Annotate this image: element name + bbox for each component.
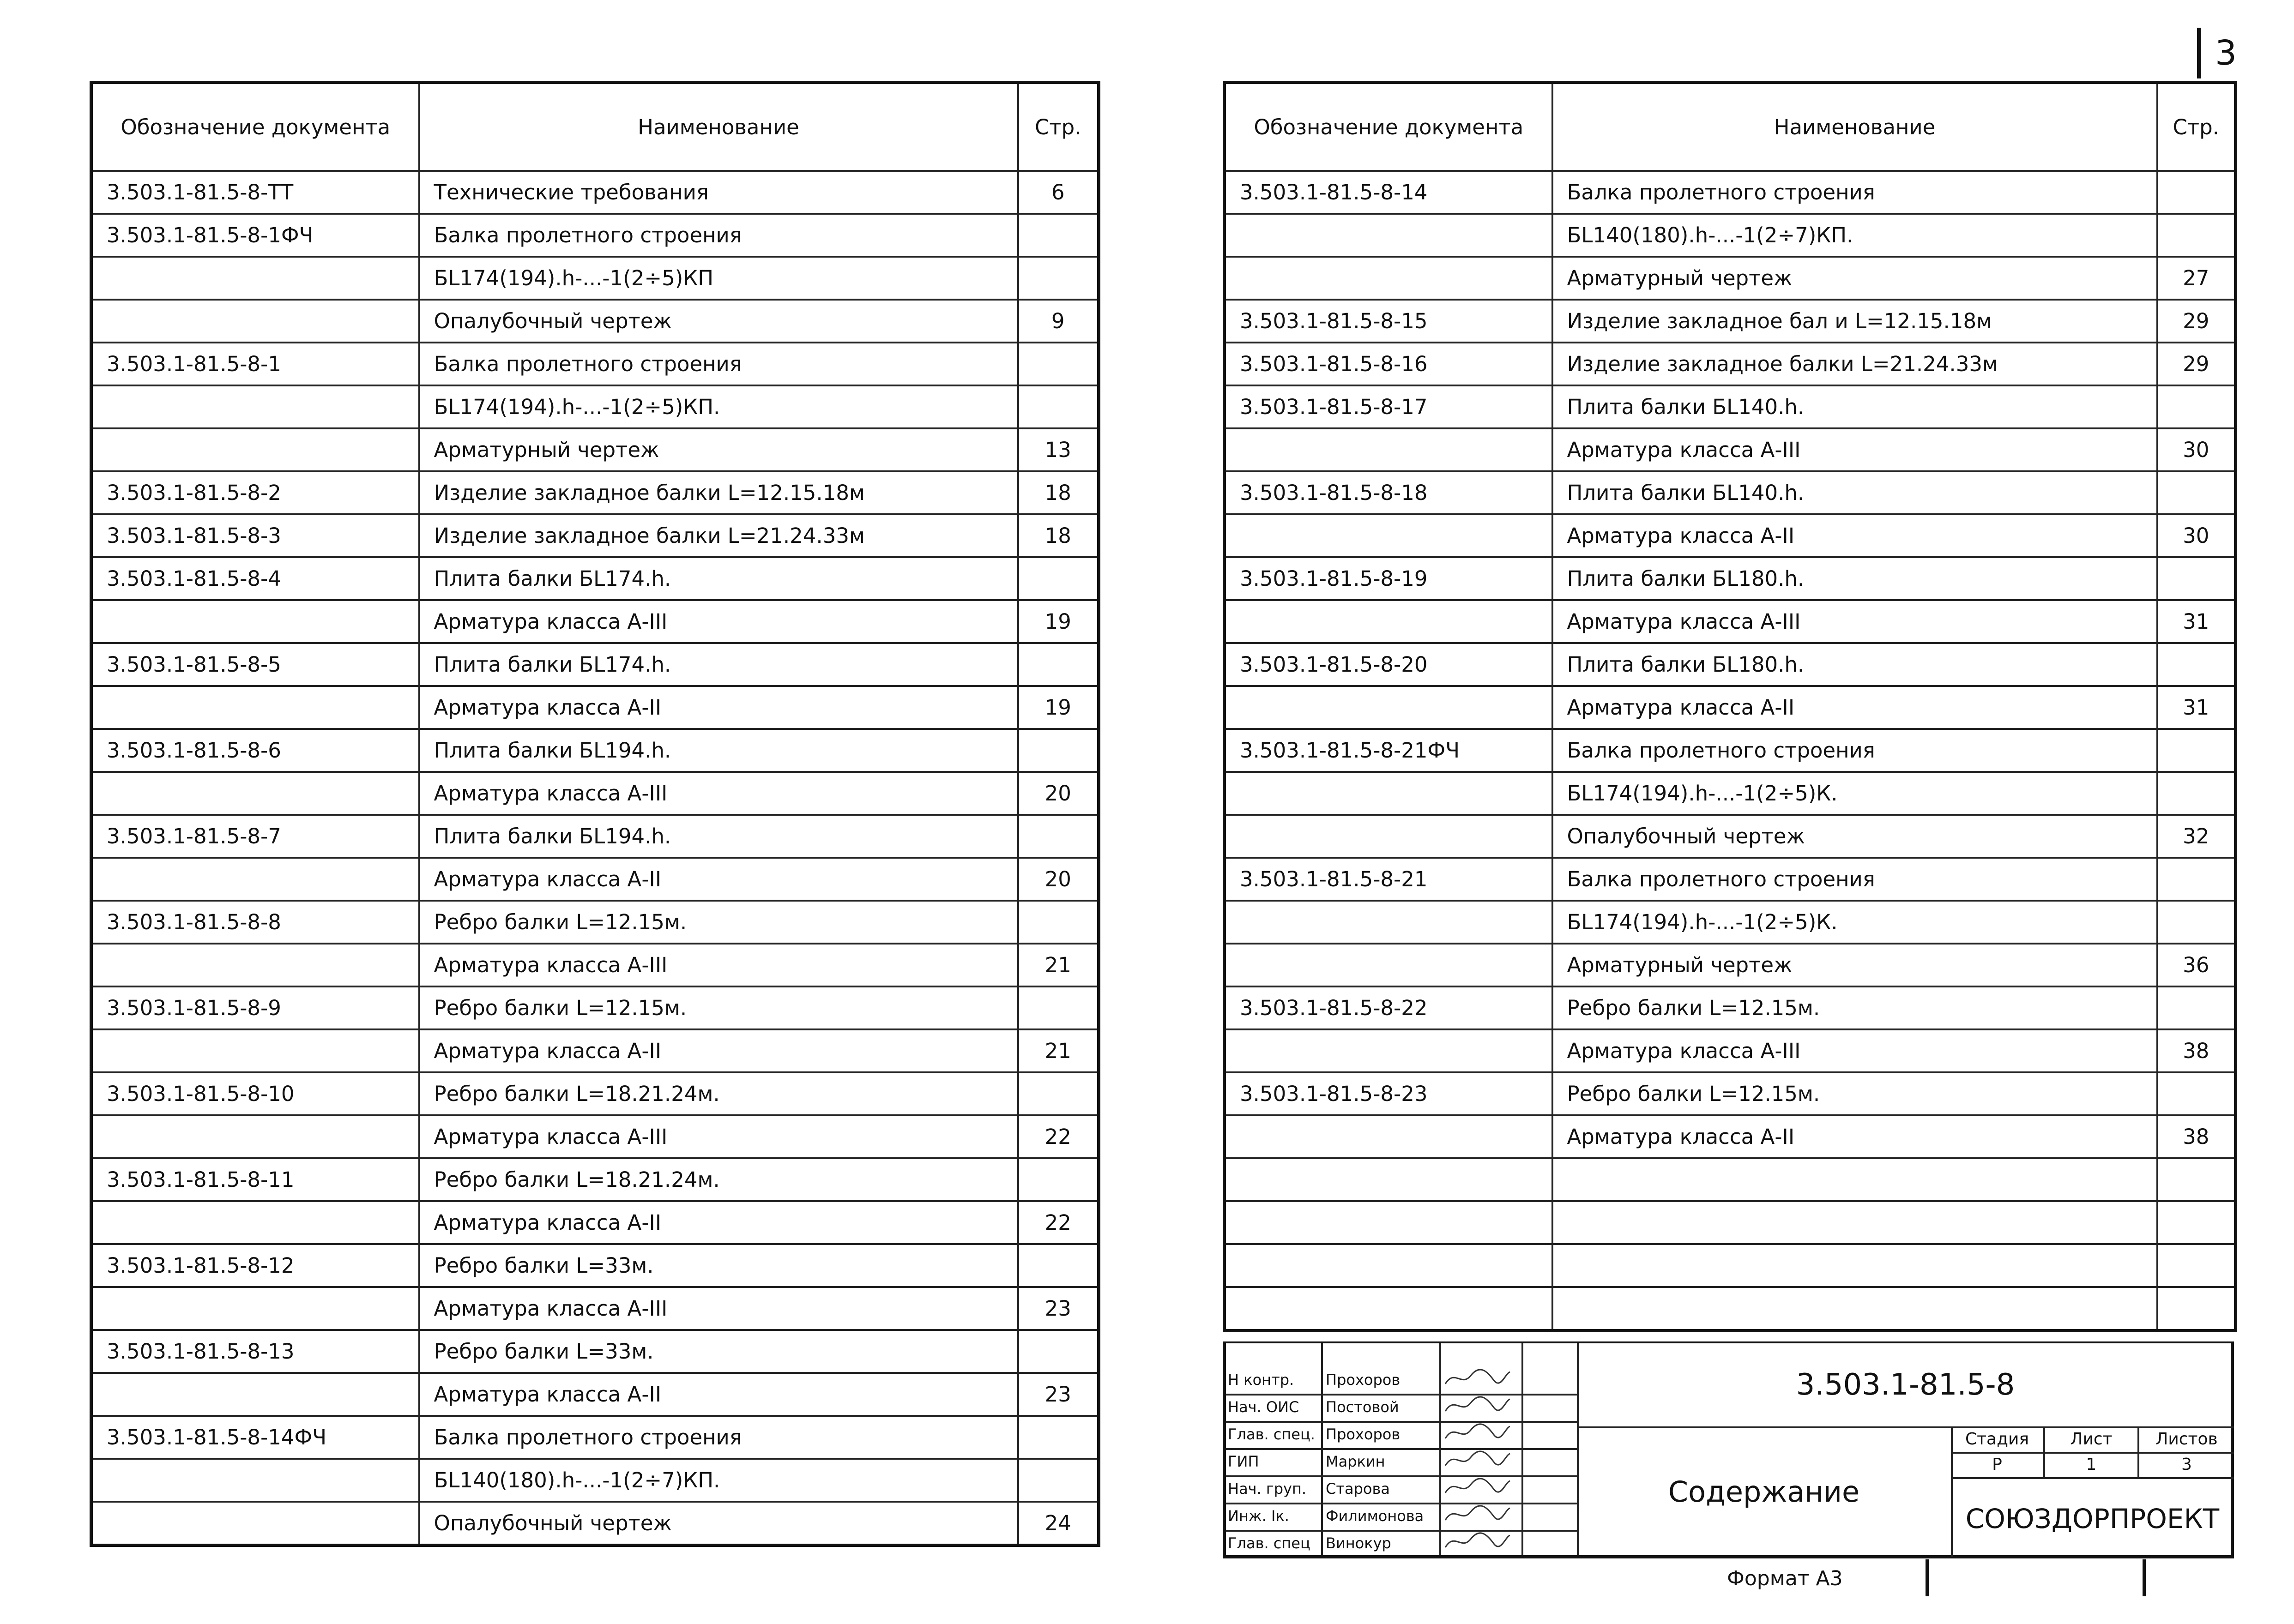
table-row <box>1225 901 2236 944</box>
cell-designation: 3.503.1-81.5-8-19 <box>1225 557 1552 600</box>
cell-name: Арматурный чертеж <box>419 428 1018 471</box>
sheet-value: 1 <box>2045 1452 2139 1477</box>
cell-designation <box>1225 1201 1552 1244</box>
cell-name: Арматура класса А-II <box>1552 1115 2157 1158</box>
table-row <box>1225 1072 2236 1115</box>
cell-name: Балка пролетного строения <box>419 1416 1018 1459</box>
cell-page <box>1018 557 1099 600</box>
cell-designation: 3.503.1-81.5-8-15 <box>1225 300 1552 343</box>
cell-name: Балка пролетного строения <box>1552 171 2157 214</box>
table-row <box>1225 557 2236 600</box>
cell-page: 30 <box>2157 514 2236 557</box>
cell-designation: 3.503.1-81.5-8-3 <box>91 514 419 557</box>
cell-name: Арматура класса А-III <box>419 1287 1018 1330</box>
cell-name: Плита балки БL140.h. <box>1552 471 2157 514</box>
cell-page: 32 <box>2157 815 2236 858</box>
table-row <box>1225 385 2236 428</box>
table-row <box>1225 257 2236 300</box>
table-row <box>91 171 1099 214</box>
signature-name: Прохоров <box>1326 1371 1401 1389</box>
table-row <box>91 1373 1099 1416</box>
cell-designation <box>91 257 419 300</box>
table-row <box>1225 214 2236 257</box>
cell-name: Арматура класса А-III <box>419 944 1018 986</box>
cell-name: Изделие закладное бал и L=12.15.18м <box>1552 300 2157 343</box>
cell-name: Арматура класса А-II <box>419 858 1018 901</box>
signature-name: Старова <box>1326 1480 1390 1498</box>
cell-designation <box>91 772 419 815</box>
cell-page: 18 <box>1018 514 1099 557</box>
table-row <box>1225 300 2236 343</box>
cell-name <box>1552 1158 2157 1201</box>
table-row <box>1225 1244 2236 1287</box>
cell-name: Балка пролетного строения <box>1552 858 2157 901</box>
cell-designation <box>1225 257 1552 300</box>
cell-name: Ребро балки L=12.15м. <box>1552 986 2157 1029</box>
cell-designation <box>1225 686 1552 729</box>
table-row <box>1225 171 2236 214</box>
table-row <box>91 214 1099 257</box>
cell-page <box>2157 858 2236 901</box>
sheet-number: 3 <box>2197 28 2248 78</box>
cell-designation <box>1225 1287 1552 1331</box>
cell-page: 6 <box>1018 171 1099 214</box>
signature-name: Маркин <box>1326 1453 1385 1470</box>
table-row <box>91 1115 1099 1158</box>
stage-panel <box>1951 1426 2234 1477</box>
table-row <box>91 1287 1099 1330</box>
cell-page <box>1018 1330 1099 1373</box>
signature-name: Прохоров <box>1326 1426 1401 1443</box>
table-row <box>1225 944 2236 986</box>
signature-name: Постовой <box>1326 1398 1399 1416</box>
cell-designation <box>91 385 419 428</box>
signature-panel <box>1226 1343 1579 1555</box>
cell-designation <box>1225 428 1552 471</box>
handwritten-signature-icon <box>1443 1448 1521 1475</box>
cell-designation <box>1225 1158 1552 1201</box>
cell-designation: 3.503.1-81.5-8-12 <box>91 1244 419 1287</box>
cell-designation <box>1225 1029 1552 1072</box>
cell-name <box>1552 1201 2157 1244</box>
table-row <box>91 343 1099 385</box>
cell-page: 36 <box>2157 944 2236 986</box>
signature-row <box>1226 1530 1577 1557</box>
cell-designation <box>91 1373 419 1416</box>
sheets-label: Листов <box>2139 1426 2234 1454</box>
table-row <box>91 1029 1099 1072</box>
header-designation: Обозначение документа <box>91 83 419 171</box>
table-row <box>91 944 1099 986</box>
cell-designation: 3.503.1-81.5-8-20 <box>1225 643 1552 686</box>
cell-name: Ребро балки L=12.15м. <box>1552 1072 2157 1115</box>
cell-name: Плита балки БL174.h. <box>419 643 1018 686</box>
cell-designation: 3.503.1-81.5-8-21ФЧ <box>1225 729 1552 772</box>
table-row <box>1225 600 2236 643</box>
cell-designation: 3.503.1-81.5-8-10 <box>91 1072 419 1115</box>
cell-designation <box>1225 815 1552 858</box>
table-row <box>1225 986 2236 1029</box>
cell-page <box>2157 1201 2236 1244</box>
signature-role: Н контр. <box>1228 1371 1294 1389</box>
cell-page: 31 <box>2157 600 2236 643</box>
table-row <box>1225 1029 2236 1072</box>
cell-page: 23 <box>1018 1287 1099 1330</box>
signature-row <box>1226 1394 1577 1421</box>
cell-page <box>1018 815 1099 858</box>
cell-designation: 3.503.1-81.5-8-2 <box>91 471 419 514</box>
cell-designation: 3.503.1-81.5-8-23 <box>1225 1072 1552 1115</box>
table-row <box>91 1244 1099 1287</box>
cell-designation: 3.503.1-81.5-8-4 <box>91 557 419 600</box>
signature-role: Инж. Iк. <box>1228 1507 1289 1525</box>
cell-name: Изделие закладное балки L=12.15.18м <box>419 471 1018 514</box>
table-row <box>91 1330 1099 1373</box>
cell-designation <box>91 1459 419 1502</box>
handwritten-signature-icon <box>1443 1421 1521 1448</box>
cell-page <box>1018 343 1099 385</box>
cell-designation <box>1225 944 1552 986</box>
cell-name: БL140(180).h-...-1(2÷7)КП. <box>419 1459 1018 1502</box>
header-row <box>1225 83 2236 171</box>
cell-name: БL174(194).h-...-1(2÷5)К. <box>1552 772 2157 815</box>
cell-page: 19 <box>1018 686 1099 729</box>
table-row <box>1225 729 2236 772</box>
table-row <box>91 1459 1099 1502</box>
table-row <box>91 858 1099 901</box>
handwritten-signature-icon <box>1443 1366 1521 1394</box>
cell-page: 31 <box>2157 686 2236 729</box>
cell-page: 9 <box>1018 300 1099 343</box>
organization-name: СОЮЗДОРПРОЕКТ <box>1951 1477 2234 1559</box>
document-code: 3.503.1-81.5-8 <box>1577 1343 2234 1428</box>
cell-designation <box>1225 901 1552 944</box>
cell-page: 29 <box>2157 300 2236 343</box>
table-row <box>91 514 1099 557</box>
cell-name: Арматура класса А-III <box>1552 1029 2157 1072</box>
cell-name: Плита балки БL180.h. <box>1552 643 2157 686</box>
cell-name: Опалубочный чертеж <box>1552 815 2157 858</box>
table-row <box>1225 686 2236 729</box>
cell-designation: 3.503.1-81.5-8-11 <box>91 1158 419 1201</box>
header-name: Наименование <box>1552 83 2157 171</box>
cell-designation: 3.503.1-81.5-8-ТТ <box>91 171 419 214</box>
format-label: Формат А3 <box>1727 1567 1843 1590</box>
table-row <box>1225 343 2236 385</box>
cell-name: Опалубочный чертеж <box>419 300 1018 343</box>
signature-role: Глав. спец. <box>1228 1426 1315 1443</box>
cell-page <box>1018 1158 1099 1201</box>
handwritten-signature-icon <box>1443 1530 1521 1557</box>
cell-page <box>2157 1244 2236 1287</box>
handwritten-signature-icon <box>1443 1394 1521 1421</box>
cell-designation <box>91 600 419 643</box>
table-row <box>91 600 1099 643</box>
table-row <box>91 901 1099 944</box>
cell-name: Арматурный чертеж <box>1552 257 2157 300</box>
handwritten-signature-icon <box>1443 1503 1521 1530</box>
cell-page: 21 <box>1018 944 1099 986</box>
cell-page <box>1018 729 1099 772</box>
cell-page: 22 <box>1018 1115 1099 1158</box>
table-row <box>1225 815 2236 858</box>
cell-page: 29 <box>2157 343 2236 385</box>
cell-name: Ребро балки L=18.21.24м. <box>419 1158 1018 1201</box>
signature-role: Глав. спец <box>1228 1534 1310 1552</box>
cell-name: Арматура класса А-II <box>419 1029 1018 1072</box>
cell-name: Арматура класса А-II <box>419 1201 1018 1244</box>
table-row <box>1225 514 2236 557</box>
cell-page: 23 <box>1018 1373 1099 1416</box>
cell-designation <box>1225 600 1552 643</box>
cell-name: БL140(180).h-...-1(2÷7)КП. <box>1552 214 2157 257</box>
cell-designation <box>91 686 419 729</box>
title-block <box>1223 1341 2234 1558</box>
cell-page <box>2157 214 2236 257</box>
cell-designation <box>91 858 419 901</box>
table-row <box>91 1416 1099 1459</box>
cell-name: Ребро балки L=18.21.24м. <box>419 1072 1018 1115</box>
cell-designation <box>1225 1115 1552 1158</box>
cell-designation: 3.503.1-81.5-8-14 <box>1225 171 1552 214</box>
cell-page: 27 <box>2157 257 2236 300</box>
cell-designation: 3.503.1-81.5-8-14ФЧ <box>91 1416 419 1459</box>
cell-designation <box>91 1287 419 1330</box>
table-row <box>1225 471 2236 514</box>
cell-name: Ребро балки L=33м. <box>419 1330 1018 1373</box>
signature-row <box>1226 1366 1577 1394</box>
cell-designation <box>1225 772 1552 815</box>
cell-designation: 3.503.1-81.5-8-5 <box>91 643 419 686</box>
cell-designation: 3.503.1-81.5-8-21 <box>1225 858 1552 901</box>
cell-name: Плита балки БL180.h. <box>1552 557 2157 600</box>
cell-page: 30 <box>2157 428 2236 471</box>
cell-name: Арматура класса А-III <box>1552 600 2157 643</box>
table-row <box>91 428 1099 471</box>
signature-name: Филимонова <box>1326 1507 1424 1525</box>
header-page: Стр. <box>1018 83 1099 171</box>
table-row <box>1225 1115 2236 1158</box>
cell-name: Арматура класса А-II <box>1552 514 2157 557</box>
cell-page <box>1018 214 1099 257</box>
cell-page: 18 <box>1018 471 1099 514</box>
stage-value: Р <box>1951 1452 2045 1477</box>
cell-name: Балка пролетного строения <box>419 343 1018 385</box>
cell-page <box>1018 986 1099 1029</box>
cell-designation <box>1225 1244 1552 1287</box>
signature-name: Винокур <box>1326 1534 1391 1552</box>
cell-page <box>1018 643 1099 686</box>
cell-designation <box>91 944 419 986</box>
table-row <box>91 300 1099 343</box>
cell-page <box>2157 1158 2236 1201</box>
sheet-label: Лист <box>2045 1426 2139 1454</box>
cell-designation <box>91 428 419 471</box>
signature-row <box>1226 1421 1577 1448</box>
contents-table-left <box>90 81 1100 1547</box>
cell-name: Ребро балки L=12.15м. <box>419 986 1018 1029</box>
cell-page <box>2157 986 2236 1029</box>
cell-designation <box>91 1115 419 1158</box>
cell-designation: 3.503.1-81.5-8-1ФЧ <box>91 214 419 257</box>
table-row <box>91 729 1099 772</box>
cell-page <box>1018 257 1099 300</box>
cell-page: 22 <box>1018 1201 1099 1244</box>
table-row <box>1225 1201 2236 1244</box>
table-row <box>1225 772 2236 815</box>
cell-page: 21 <box>1018 1029 1099 1072</box>
cell-page <box>2157 729 2236 772</box>
table-row <box>91 557 1099 600</box>
cell-name: Арматура класса А-III <box>419 600 1018 643</box>
signature-role: Нач. ОИС <box>1228 1398 1299 1416</box>
handwritten-signature-icon <box>1443 1475 1521 1503</box>
cell-name: БL174(194).h-...-1(2÷5)КП <box>419 257 1018 300</box>
cell-page <box>1018 385 1099 428</box>
cell-name: Арматура класса А-II <box>419 686 1018 729</box>
table-row <box>91 686 1099 729</box>
cell-page <box>2157 171 2236 214</box>
cell-name: Арматура класса А-III <box>1552 428 2157 471</box>
cell-page <box>2157 772 2236 815</box>
cell-name: Изделие закладное балки L=21.24.33м <box>1552 343 2157 385</box>
cell-page <box>1018 1072 1099 1115</box>
cell-designation <box>91 300 419 343</box>
contents-table-right <box>1223 81 2237 1332</box>
table-row <box>91 1072 1099 1115</box>
table-row <box>91 986 1099 1029</box>
table-row <box>91 772 1099 815</box>
cell-name <box>1552 1244 2157 1287</box>
cell-name: Технические требования <box>419 171 1018 214</box>
cell-name: Плита балки БL194.h. <box>419 729 1018 772</box>
format-divider <box>1926 1559 1929 1596</box>
signature-row <box>1226 1475 1577 1503</box>
cell-page <box>1018 901 1099 944</box>
cell-designation: 3.503.1-81.5-8-22 <box>1225 986 1552 1029</box>
cell-name: Плита балки БL174.h. <box>419 557 1018 600</box>
cell-name: Арматура класса А-II <box>419 1373 1018 1416</box>
cell-designation: 3.503.1-81.5-8-16 <box>1225 343 1552 385</box>
contents-body-right <box>1225 171 2236 1331</box>
table-row <box>1225 858 2236 901</box>
table-row <box>91 643 1099 686</box>
cell-designation: 3.503.1-81.5-8-6 <box>91 729 419 772</box>
cell-page <box>2157 901 2236 944</box>
cell-designation: 3.503.1-81.5-8-17 <box>1225 385 1552 428</box>
cell-designation <box>91 1201 419 1244</box>
document-title: Содержание <box>1577 1426 1953 1557</box>
cell-page <box>2157 1072 2236 1115</box>
cell-designation: 3.503.1-81.5-8-8 <box>91 901 419 944</box>
cell-page: 13 <box>1018 428 1099 471</box>
cell-name: БL174(194).h-...-1(2÷5)КП. <box>419 385 1018 428</box>
signature-row <box>1226 1503 1577 1530</box>
cell-name: Ребро балки L=12.15м. <box>419 901 1018 944</box>
signature-row <box>1226 1448 1577 1475</box>
cell-name: Арматурный чертеж <box>1552 944 2157 986</box>
table-row <box>91 257 1099 300</box>
table-row <box>91 1158 1099 1201</box>
cell-designation <box>91 1502 419 1546</box>
cell-name: Арматура класса А-III <box>419 772 1018 815</box>
cell-page: 19 <box>1018 600 1099 643</box>
cell-name: Арматура класса А-II <box>1552 686 2157 729</box>
cell-designation: 3.503.1-81.5-8-13 <box>91 1330 419 1373</box>
table-row <box>91 1502 1099 1546</box>
stage-label: Стадия <box>1951 1426 2045 1454</box>
table-row <box>1225 643 2236 686</box>
cell-name: Ребро балки L=33м. <box>419 1244 1018 1287</box>
cell-page: 38 <box>2157 1115 2236 1158</box>
cell-designation: 3.503.1-81.5-8-9 <box>91 986 419 1029</box>
header-row <box>91 83 1099 171</box>
cell-page: 38 <box>2157 1029 2236 1072</box>
cell-designation: 3.503.1-81.5-8-1 <box>91 343 419 385</box>
cell-page <box>1018 1244 1099 1287</box>
table-row <box>1225 1158 2236 1201</box>
header-designation: Обозначение документа <box>1225 83 1552 171</box>
cell-name: Балка пролетного строения <box>1552 729 2157 772</box>
table-row <box>91 471 1099 514</box>
cell-name: Изделие закладное балки L=21.24.33м <box>419 514 1018 557</box>
cell-page: 24 <box>1018 1502 1099 1546</box>
cell-designation <box>1225 214 1552 257</box>
cell-page <box>2157 471 2236 514</box>
cell-page <box>2157 1287 2236 1331</box>
signature-role: Нач. груп. <box>1228 1480 1307 1498</box>
table-row <box>91 385 1099 428</box>
cell-designation <box>1225 514 1552 557</box>
cell-designation: 3.503.1-81.5-8-18 <box>1225 471 1552 514</box>
cell-page: 20 <box>1018 858 1099 901</box>
cell-name: Плита балки БL194.h. <box>419 815 1018 858</box>
cell-page <box>2157 557 2236 600</box>
contents-body-left <box>91 171 1099 1546</box>
table-row <box>1225 1287 2236 1331</box>
cell-page <box>2157 643 2236 686</box>
cell-designation: 3.503.1-81.5-8-7 <box>91 815 419 858</box>
signature-role: ГИП <box>1228 1453 1259 1470</box>
cell-name: Плита балки БL140.h. <box>1552 385 2157 428</box>
cell-name <box>1552 1287 2157 1331</box>
table-row <box>91 815 1099 858</box>
table-row <box>91 1201 1099 1244</box>
cell-page: 20 <box>1018 772 1099 815</box>
cell-page <box>2157 385 2236 428</box>
format-divider <box>2143 1559 2146 1596</box>
cell-page <box>1018 1416 1099 1459</box>
cell-page <box>1018 1459 1099 1502</box>
cell-name: Балка пролетного строения <box>419 214 1018 257</box>
cell-name: Арматура класса А-III <box>419 1115 1018 1158</box>
header-name: Наименование <box>419 83 1018 171</box>
cell-name: БL174(194).h-...-1(2÷5)К. <box>1552 901 2157 944</box>
header-page: Стр. <box>2157 83 2236 171</box>
cell-designation <box>91 1029 419 1072</box>
table-row <box>1225 428 2236 471</box>
cell-name: Опалубочный чертеж <box>419 1502 1018 1546</box>
sheets-value: 3 <box>2181 1455 2192 1474</box>
